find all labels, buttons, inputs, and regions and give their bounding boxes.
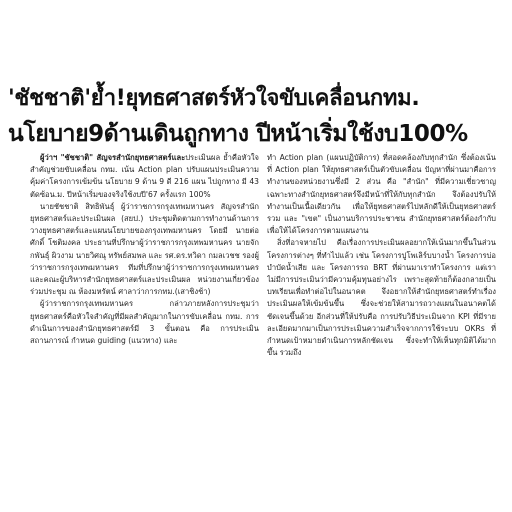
lead-text: ผู้ว่าฯ "ชัชชาติ" สัญจรสำนักยุทธศาสตร์และ (40, 153, 186, 162)
paragraph-text: ทำ Action plan (แผนปฏิบัติการ) ที่สอดคล้องกับทุกสำนัก ซึ่งต้องเน้นที่ Action plan ให้ยุทธศาสตร์เป็นตัวขับเคลื่อน ปัญหาที่ผ่านมาคือการทำงานของหน่วยงานซึ่งมี 2 ส่วน คือ "สำนัก" ที่มีความเชี่ยวชาญเฉพาะทางสำนักยุทธศาสตร์จึงมีหน้าที่ให้กับทุกสำนัก จึงต้องปรับให้ทำงานเป็นเนื้อเดียวกัน เพื่อให้ยุทธศาสตร์ไปหลักดีให้เป็นยุทธศาสตร์รวม และ "เขต" เป็นงานบริการประชาชน สำนักยุทธศาสตร์ต้องกำกับเพื่อให้ได้โครงการตามแผนงาน (267, 153, 496, 236)
article-column-1 (30, 152, 259, 512)
article-paragraph (267, 237, 496, 359)
article-paragraph (30, 298, 259, 347)
article-paragraph (30, 152, 259, 201)
paragraph-text: ประเมินผล ย้ำคือหัวใจสำคัญช่วยขับเคลื่อน กทม. เน้น Action plan ปรับแผนประเมินความคุ้มค่าโครงการเข้มข้น นโยบาย 9 ด้าน 9 ดี 216 แผน ไปถูกทาง มี 43 ตัดซ้อน.ม. ปีหน้าเริ่มของจริงใช้งบปี'67 ครั้งแรก 100% (30, 153, 259, 199)
paragraph-text: สิ่งที่อาจหายไป คือเรื่องการประเมินผลอยากให้เน้นมากขึ้นในส่วนโครงการต่างๆ ที่ทำไปแล้ว เช่น โครงการปูโพเลิร์บบางน้ำ โครงการบ่อบำบัดน้ำเสีย และ โครงการรถ BRT ที่ผ่านมาเราทำโครงการ แต่เราไม่มีการประเมินว่ามีความคุ้มทุนอย่างไร เพราะสุดท้ายก็ต้องกลายเป็นบทเรียนเพื่อทำต่อไปในอนาคต จึงอยากให้สำนักยุทธศาสตร์ทำเรื่องประเมินผลให้เข้มข้นขึ้น ซึ่งจะช่วยให้สามารถวางแผนในอนาคตได้ชัดเจนขึ้นด้วย อีกส่วนที่ให้ปรับคือ การปรับวิธีประเมินจาก KPI ที่มีรายละเอียดมากมาเป็นการประเมินความสำเร็จจากการใช้ระบบ OKRs ที่กำหนดเป้าหมายดำเนินการหลักชัดเจน ซึ่งจะทำให้เห็นทุกมิติได้มากขึ้น รวมถึง (267, 238, 496, 358)
article-paragraph (30, 201, 259, 299)
paragraph-text: นายชัชชาติ สิทธิพันธุ์ ผู้ว่าราชการกรุงเทพมหานคร สัญจรสำนักยุทธศาสตร์และประเมินผล (สยป.) ประชุมติดตามการทำงานด้านการวางยุทธศาสตร์และแผนนโยบายของกรุงเทพมหานคร โดยมี นายต่อศักดิ์ โชติมงคล ประธานที่ปรึกษาผู้ว่าราชการกรุงเทพมหานคร นายจักกพันธุ์ ผิวงาม นายวิศณุ ทรัพย์สมพล และ รศ.ดร.ทวิดา กมลเวชช รองผู้ว่าราชการกรุงเทพมหานคร ทีมที่ปรึกษาผู้ว่าราชการกรุงเทพมหานคร และคณะผู้บริหารสำนักยุทธศาสตร์และประเมินผล หน่วยงานเกี่ยวข้องร่วมประชุม ณ ห้องมหรัตน์ ศาลาว่าการกทม.(เสาชิงช้า) (30, 201, 259, 297)
headline-line-2: นโยบาย9ด้านเดินถูกทาง ปีหน้าเริ่มใช้งบ100% (8, 121, 468, 147)
article-body (30, 152, 496, 512)
headline-line-1: 'ชัชชาติ'ย้ำ!ยุทธศาสตร์หัวใจขับเคลื่อนกทม. (8, 86, 420, 111)
article-paragraph (267, 152, 496, 237)
article-column-2 (267, 152, 496, 512)
paragraph-text: ผู้ว่าราชการกรุงเทพมหานคร กล่าวภายหลังการประชุมว่า ยุทธศาสตร์คือหัวใจสำคัญที่มีผลสำคัญมากในการขับเคลื่อน กทม. การดำเนินการของสำนักยุทธศาสตร์มี 3 ขั้นตอน คือ การประเมินสถานการณ์ กำหนด guiding (แนวทาง) และ (30, 299, 259, 346)
